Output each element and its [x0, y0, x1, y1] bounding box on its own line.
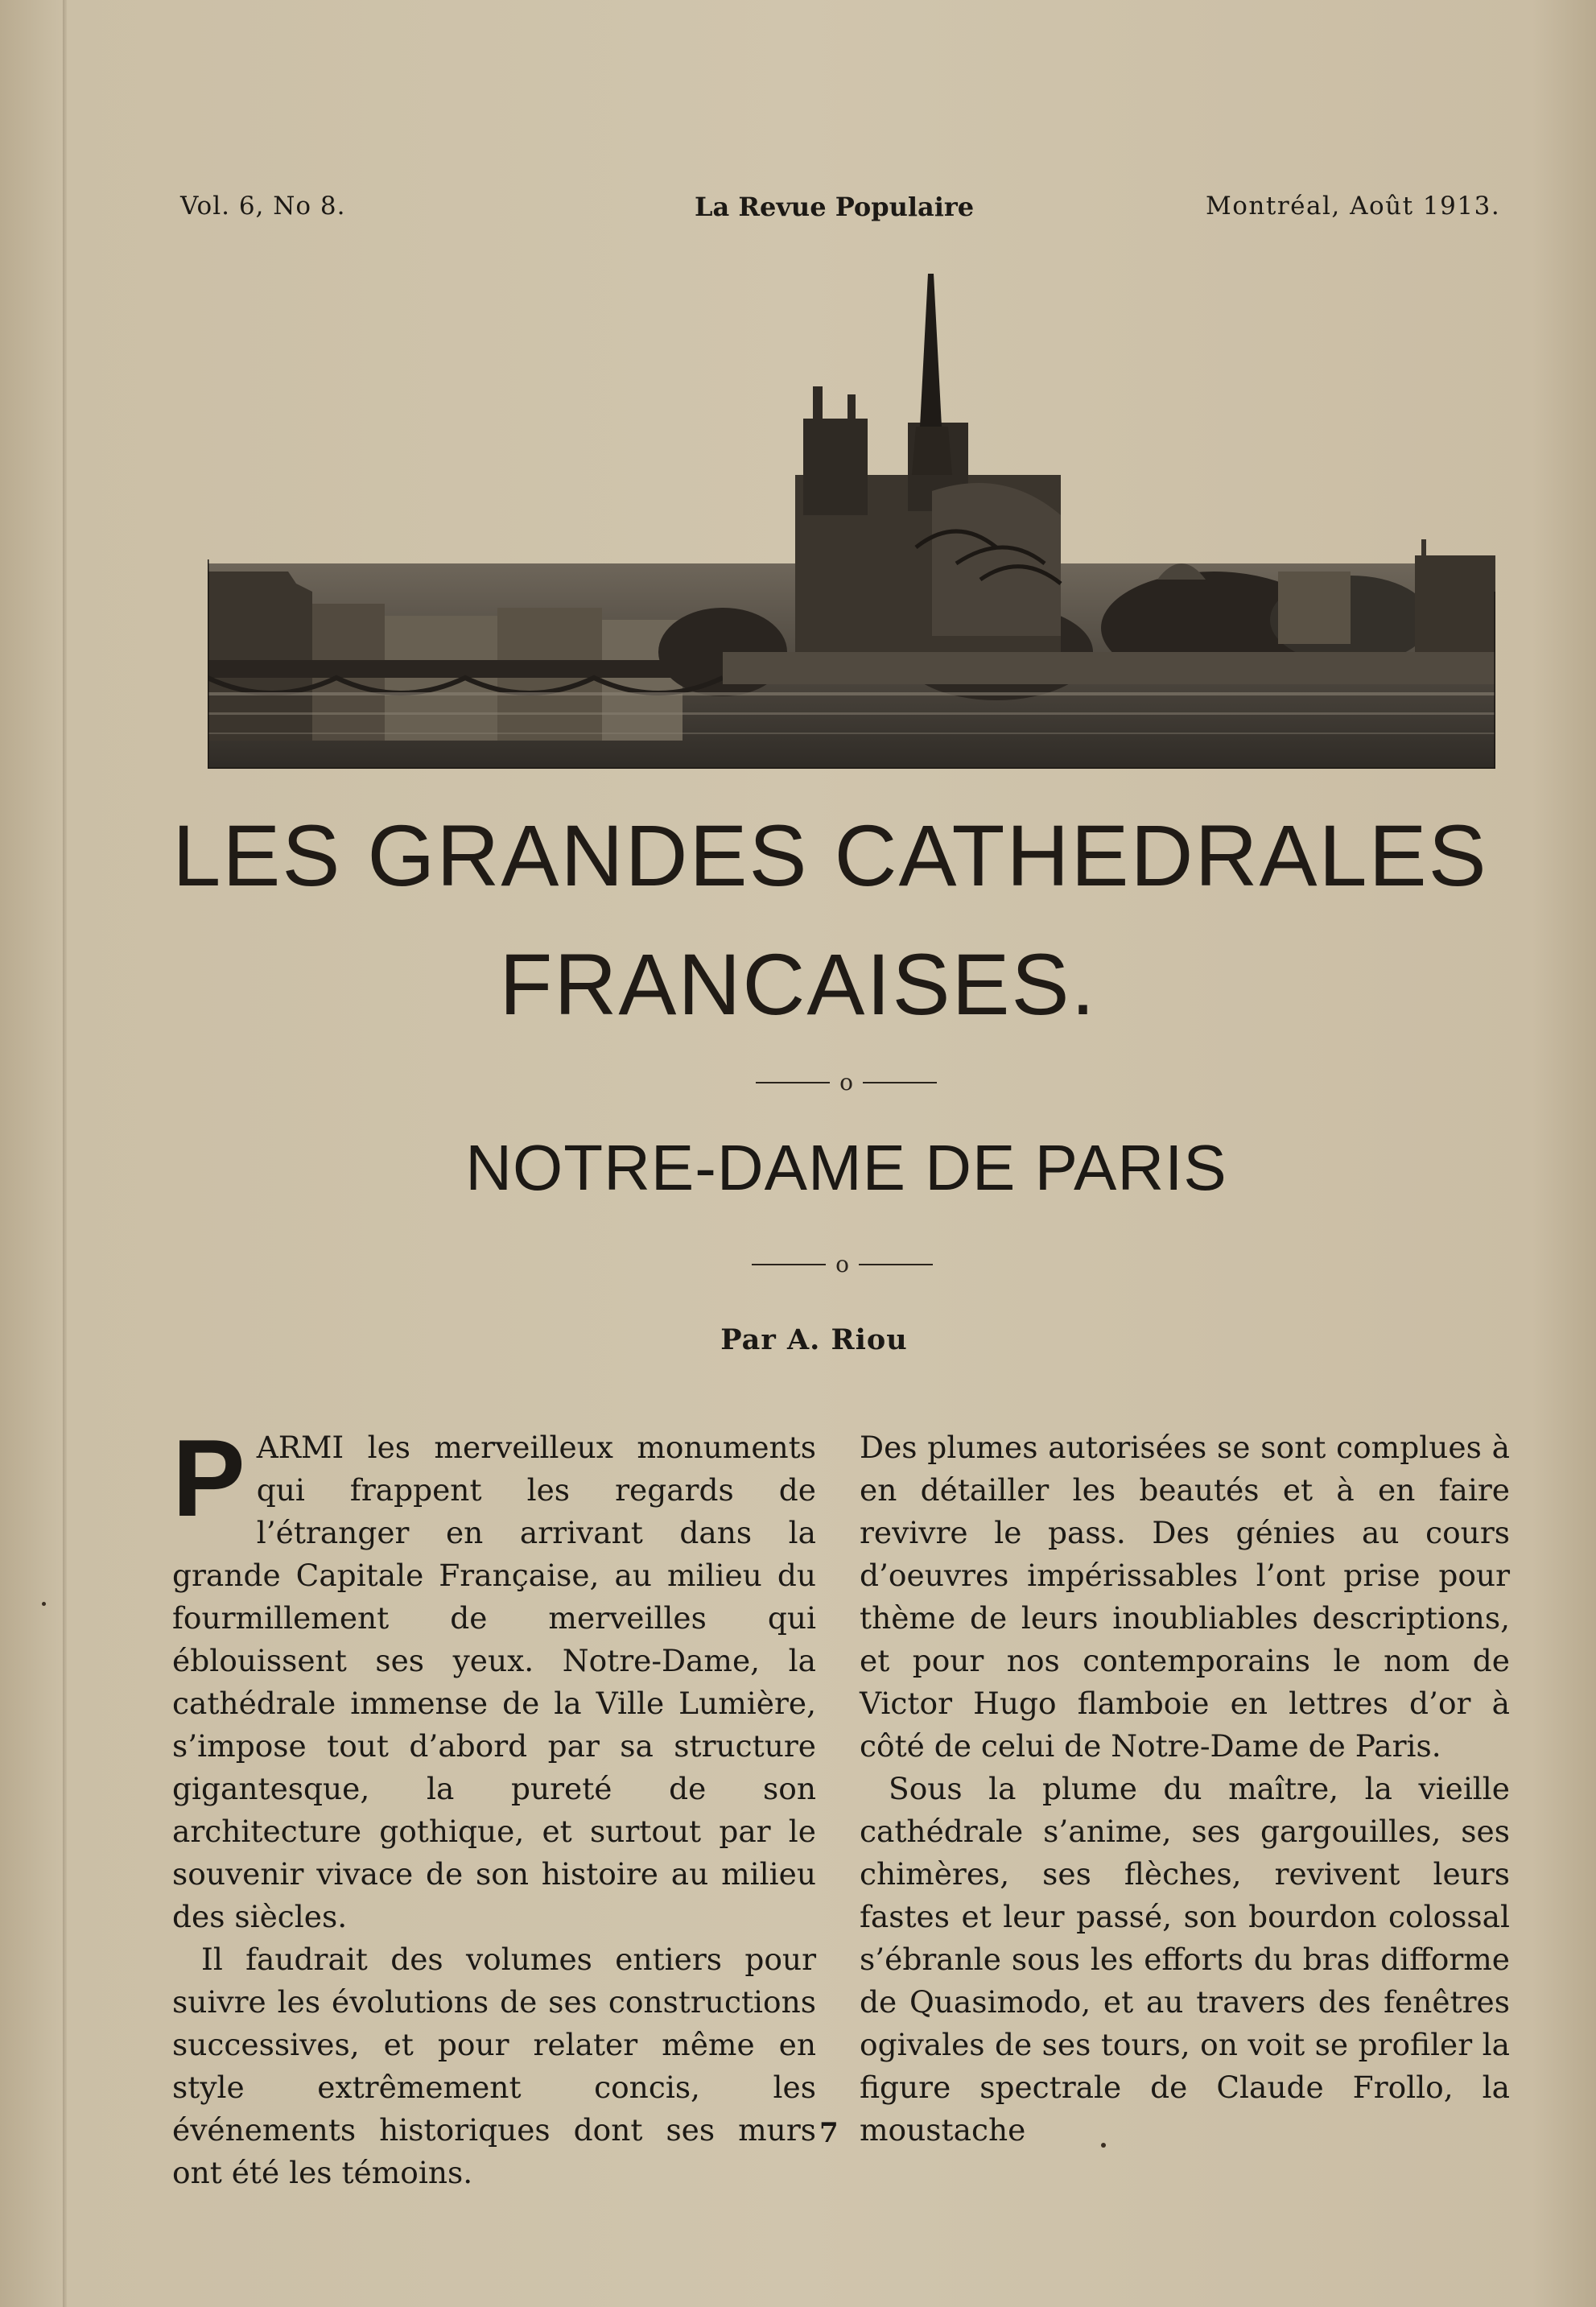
- paragraph-text: ARMI les merveilleux monuments qui frappent les regards de l’étranger en arrivant dans la grande Capitale Française, au milieu du fourmillement de merveilles qui éblouissent ses yeux. Notre-Dame, la cathédrale immense de la Ville Lumière, s’impose tout d’abord par sa structure gigantesque, la pureté de son architecture gothique, et surtout par le souvenir vivace de son histoire au milieu des siècles.: [172, 1430, 816, 1934]
- separator-rule: [859, 1264, 933, 1265]
- running-header: [0, 192, 1596, 232]
- text-column-right: [860, 1426, 1510, 2152]
- notre-dame-photo: [208, 274, 1495, 769]
- paragraph: Des plumes autorisées se sont complues à en détailler les beautés et à en faire revivre le pass. Des génies au cours d’oeuvres impérissables l’ont prise pour thème de leurs inoubliables descriptions, et pour nos contemporains le nom de Victor Hugo flamboie en lettres d’or à côté de celui de Notre-Dame de Paris.: [860, 1430, 1510, 1764]
- article-title-line-2: FRANCAISES.: [499, 935, 1097, 1033]
- ornament-separator: [48, 1067, 1596, 1096]
- page-number: 7: [819, 2117, 839, 2149]
- article-title-line-1: LES GRANDES CATHEDRALES: [172, 807, 1488, 904]
- separator-mark: o: [839, 1069, 853, 1096]
- paragraph: Il faudrait des volumes entiers pour suivre les évolutions de ses constructions successives, et pour relater même en style extrêmement concis, les événements historiques dont ses murs ont été les témoins.: [172, 1942, 816, 2190]
- drop-cap: P: [172, 1417, 245, 1539]
- ink-speck: [42, 1602, 46, 1606]
- author-byline: Par A. Riou: [720, 1323, 908, 1356]
- text-column-left: [172, 1417, 816, 2194]
- ornament-separator: [44, 1249, 1596, 1277]
- publication-name: La Revue Populaire: [695, 192, 975, 222]
- ink-speck: [1101, 2143, 1106, 2148]
- paragraph: Sous la plume du maître, la vieille cathédrale s’anime, ses gargouilles, ses chimères, ses flèches, revivent leurs fastes et leur passé, son bourdon colossal s’ébranle sous les efforts du bras difforme de Quasimodo, et au travers des fenêtres ogivales de ses tours, on voit se profiler la figure spectrale de Claude Frollo, la moustache: [860, 1771, 1510, 2148]
- volume-number: Vol. 6, No 8.: [180, 192, 346, 221]
- separator-mark: o: [835, 1251, 849, 1277]
- separator-rule: [863, 1082, 937, 1083]
- article-subtitle: NOTRE-DAME DE PARIS: [465, 1132, 1227, 1203]
- separator-rule: [752, 1264, 826, 1265]
- paragraph: [172, 1417, 816, 1938]
- separator-rule: [756, 1082, 830, 1083]
- place-and-date: Montréal, Août 1913.: [1206, 192, 1501, 221]
